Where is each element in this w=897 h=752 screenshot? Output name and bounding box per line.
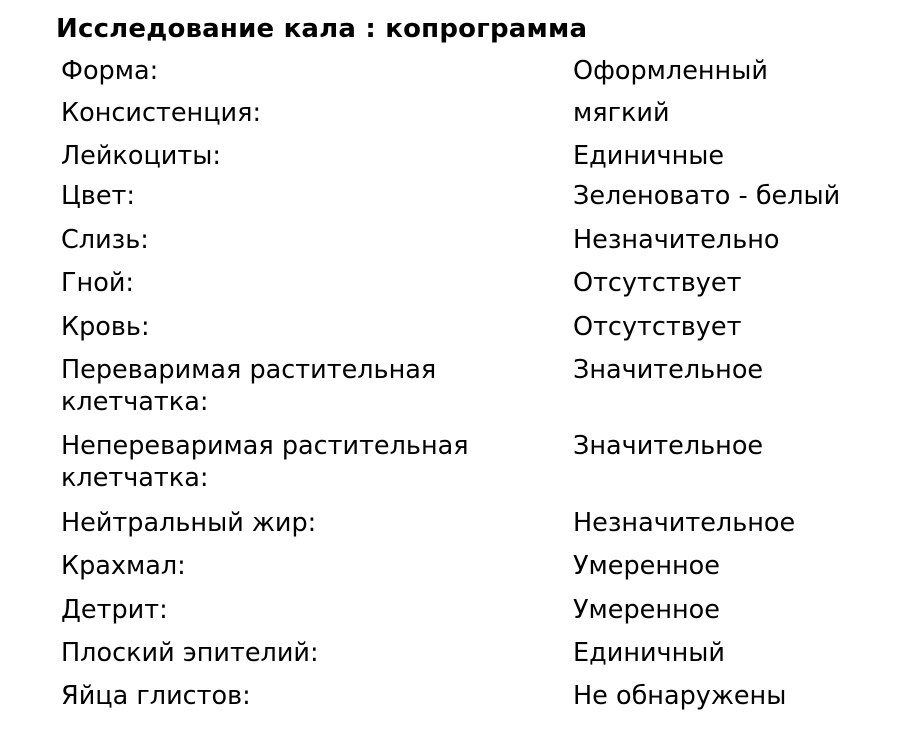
row-value: Значительное (573, 431, 764, 461)
row-label: Лейкоциты: (61, 141, 221, 171)
row-value: Оформленный (573, 56, 768, 86)
row-label: Форма: (61, 56, 159, 86)
row-label: Консистенция: (61, 98, 262, 128)
row-value: Значительное (573, 355, 764, 385)
row-value: Незначительное (573, 508, 796, 538)
row-value: Отсутствует (573, 268, 742, 298)
row-value: Незначительно (573, 225, 780, 255)
row-label: Детрит: (61, 595, 168, 625)
row-value: Единичный (573, 638, 726, 668)
row-label: Плоский эпителий: (61, 638, 319, 668)
row-label: Яйца глистов: (61, 681, 251, 711)
row-value: мягкий (573, 98, 670, 128)
row-label: Нейтральный жир: (61, 508, 317, 538)
row-label: Цвет: (61, 181, 135, 211)
row-label: Крахмал: (61, 551, 186, 581)
row-value: Умеренное (573, 551, 720, 581)
row-label: Слизь: (61, 225, 149, 255)
row-label: Переваримая растительная клетчатка: (61, 355, 437, 417)
row-value: Не обнаружены (573, 681, 787, 711)
row-value: Единичные (573, 141, 725, 171)
row-value: Зеленовато - белый (573, 181, 841, 211)
row-value: Отсутствует (573, 312, 742, 342)
row-label: Гной: (61, 268, 134, 298)
row-value: Умеренное (573, 595, 720, 625)
document-title: Исследование кала : копрограмма (56, 14, 588, 44)
row-label: Кровь: (61, 312, 150, 342)
row-label: Непереваримая растительная клетчатка: (61, 431, 469, 493)
